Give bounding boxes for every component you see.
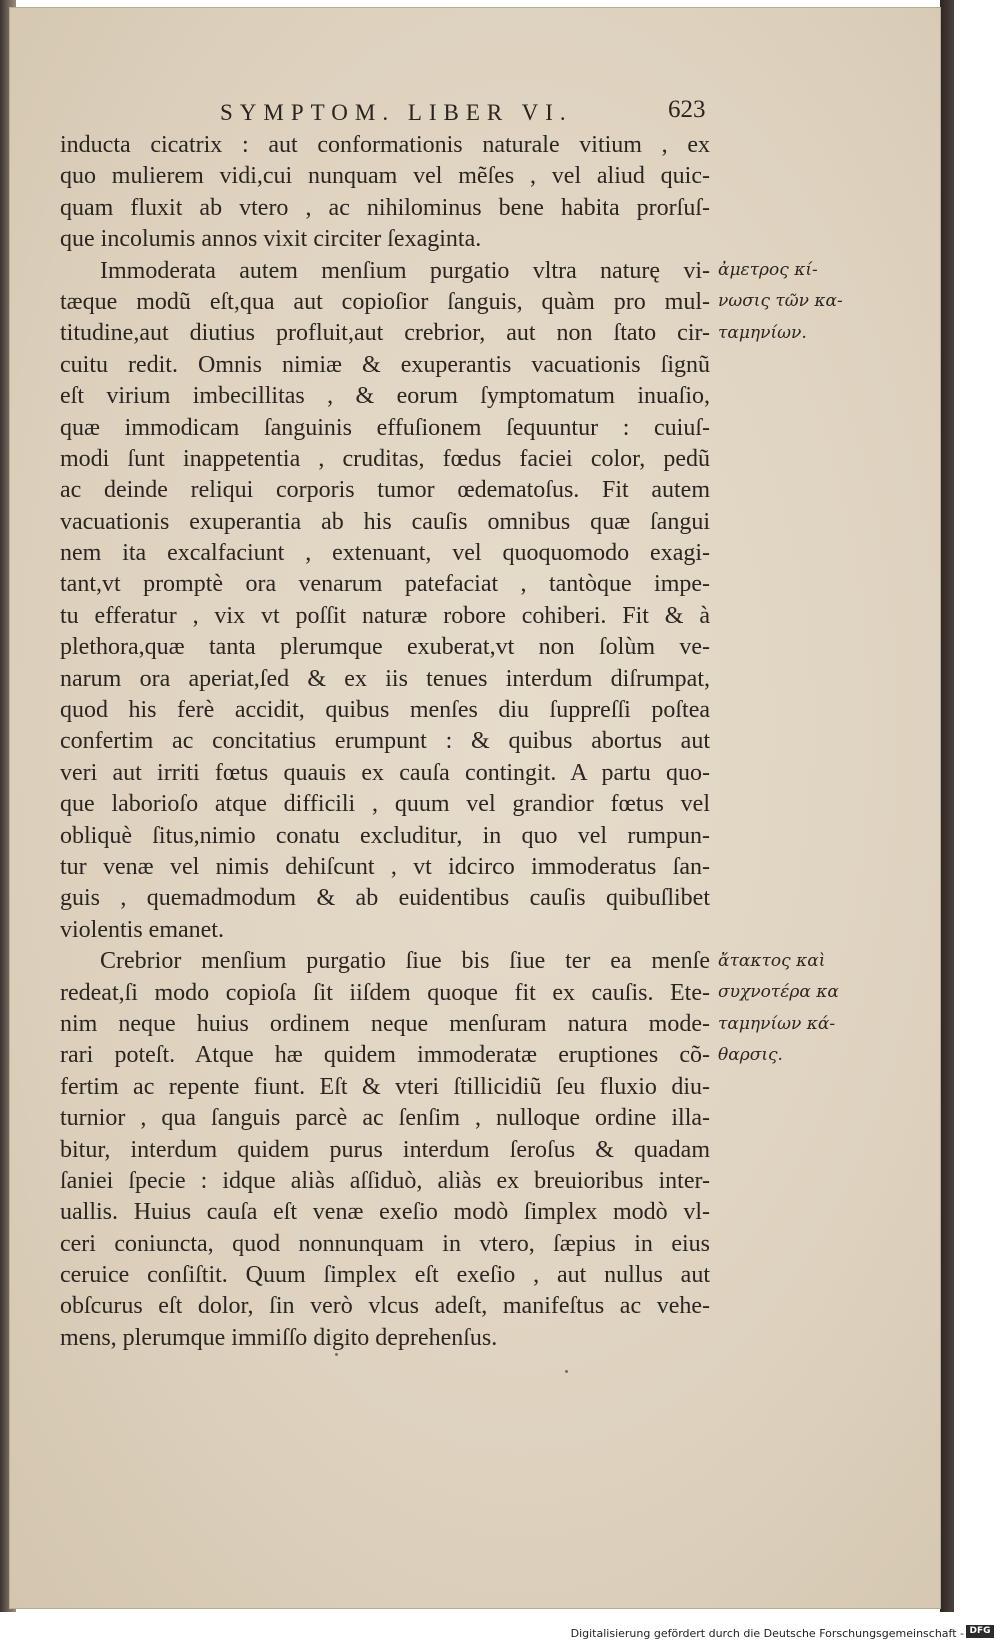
paragraph-2 bbox=[60, 256, 710, 947]
margin-note-line: ἀμετρος κί- bbox=[718, 260, 818, 280]
text-line: fertim ac repente fiunt. Eſt & vteri ſtillicidiũ ſeu fluxio diu- bbox=[60, 1073, 710, 1100]
text-line: turnior , qua ſanguis parcè ac ſenſim , nulloque ordine illa- bbox=[60, 1105, 710, 1132]
text-line: nim neque huius ordinem neque menſuram natura mode- bbox=[60, 1010, 710, 1037]
margin-note-line: συχνοτέρα κα bbox=[718, 982, 839, 1003]
text-line: quam fluxit ab vtero , ac nihilominus bene habita prorſuſ- bbox=[60, 194, 710, 221]
text-line: quod his ferè accidit, quibus menſes diu ſuppreſſi poſtea bbox=[60, 697, 710, 724]
text-line: quæ immodicam ſanguinis effuſionem ſequuntur : cuiuſ- bbox=[60, 414, 710, 441]
text-line: quo mulierem vidi,cui nunquam vel mẽſes , vel aliud quic- bbox=[60, 163, 710, 190]
text-line: obliquè ſitus,nimio conatu excluditur, in quo vel rumpun- bbox=[60, 822, 710, 849]
text-line: redeat,ſi modo copioſa ſit iiſdem quoque fit ex cauſis. Ete- bbox=[60, 979, 710, 1006]
margin-note-2 bbox=[718, 946, 858, 1072]
margin-note-line: ταμηνίων κά- bbox=[718, 1013, 836, 1034]
text-line: tant,vt promptè ora venarum patefaciat , tantòque impe- bbox=[60, 571, 710, 598]
text-line: tæque modũ eſt,qua aut copioſior ſanguis, quàm pro mul- bbox=[60, 288, 710, 315]
text-line: tur venæ vel nimis dehiſcunt , vt idcirco immoderatus ſan- bbox=[60, 853, 710, 880]
text-line: ſaniei ſpecie : idque aliàs aſſiduò, aliàs ex breuioribus inter- bbox=[60, 1167, 710, 1194]
text-line: ac deinde reliqui corporis tumor œdematoſus. Fit autem bbox=[60, 477, 710, 504]
margin-note-line: ταμηνίων. bbox=[718, 322, 807, 343]
text-line: bitur, interdum quidem purus interdum ſeroſus & quadam bbox=[60, 1136, 710, 1163]
text-line: Immoderata autem menſium purgatio vltra naturę vi- bbox=[100, 257, 710, 284]
digitization-credit: Digitalisierung gefördert durch die Deutsche Forschungsgemeinschaft - bbox=[570, 1627, 964, 1640]
text-line: Crebrior menſium purgatio ſiue bis ſiue ter ea menſe bbox=[100, 948, 710, 975]
paragraph-3 bbox=[60, 946, 710, 1354]
text-line: ceri coniuncta, quod nonnunquam in vtero, ſæpius in eius bbox=[60, 1230, 710, 1257]
paper-speck bbox=[335, 1353, 338, 1356]
running-head: SYMPTOM. LIBER VI. bbox=[220, 100, 573, 125]
text-line: vacuationis exuperantia ab his cauſis omnibus quæ ſangui bbox=[60, 508, 710, 535]
text-line: cuitu redit. Omnis nimiæ & exuperantis vacuationis ſignũ bbox=[60, 351, 710, 378]
text-line: narum ora aperiat,ſed & ex iis tenues interdum diſrumpat, bbox=[60, 665, 710, 692]
text-line: uallis. Huius cauſa eſt venæ exeſio modò ſimplex modò vl- bbox=[60, 1199, 710, 1226]
main-text-block bbox=[60, 130, 710, 1354]
text-line: rari poteſt. Atque hæ quidem immoderatæ eruptiones cõ- bbox=[60, 1042, 710, 1069]
dfg-logo: DFG bbox=[966, 1625, 994, 1638]
paragraph-1 bbox=[60, 130, 710, 256]
text-line: que laborioſo atque difficili , quum vel grandior fœtus vel bbox=[60, 791, 710, 818]
page-right-edge bbox=[940, 0, 954, 1612]
text-line: ceruice conſiſtit. Quum ſimplex eſt exeſio , aut nullus aut bbox=[60, 1262, 710, 1289]
text-line: tu efferatur , vix vt poſſit naturæ robore cohiberi. Fit & à bbox=[60, 602, 710, 629]
text-line: titudine,aut diutius profluit,aut crebrior, aut non ſtato cir- bbox=[60, 320, 710, 347]
text-line: plethora,quæ tanta plerumque exuberat,vt non ſolùm ve- bbox=[60, 634, 710, 661]
text-line: veri aut irriti fœtus quauis ex cauſa contingit. A partu quo- bbox=[60, 759, 710, 786]
margin-note-1 bbox=[718, 255, 858, 349]
text-line: inducta cicatrix : aut conformationis naturale vitium , ex bbox=[60, 132, 710, 158]
paper-speck bbox=[565, 1370, 568, 1373]
margin-note-line: θαρσις. bbox=[718, 1045, 783, 1066]
text-line: guis , quemadmodum & ab euidentibus cauſis quibuſlibet bbox=[60, 885, 710, 912]
margin-note-line: νωσις τῶν κα- bbox=[718, 291, 843, 312]
text-line: que incolumis annos vixit circiter ſexaginta. bbox=[60, 226, 482, 253]
text-line: nem ita excalfaciunt , extenuant, vel quoquomodo exagi- bbox=[60, 540, 710, 567]
page-number: 623 bbox=[668, 96, 706, 123]
text-line: violentis emanet. bbox=[60, 916, 224, 943]
text-line: modi ſunt inappetentia , cruditas, fœdus faciei color, pedũ bbox=[60, 445, 710, 472]
text-line: confertim ac concitatius erumpunt : & quibus abortus aut bbox=[60, 728, 710, 755]
text-line: eſt virium imbecillitas , & eorum ſymptomatum inuaſio, bbox=[60, 383, 710, 410]
book-page bbox=[10, 8, 940, 1608]
margin-note-line: ἄτακτος καὶ bbox=[718, 951, 826, 971]
text-line: mens, plerumque immiſſo digito deprehenſus. bbox=[60, 1324, 498, 1351]
text-line: obſcurus eſt dolor, ſin verò vlcus adeſt, manifeſtus ac vehe- bbox=[60, 1293, 710, 1320]
